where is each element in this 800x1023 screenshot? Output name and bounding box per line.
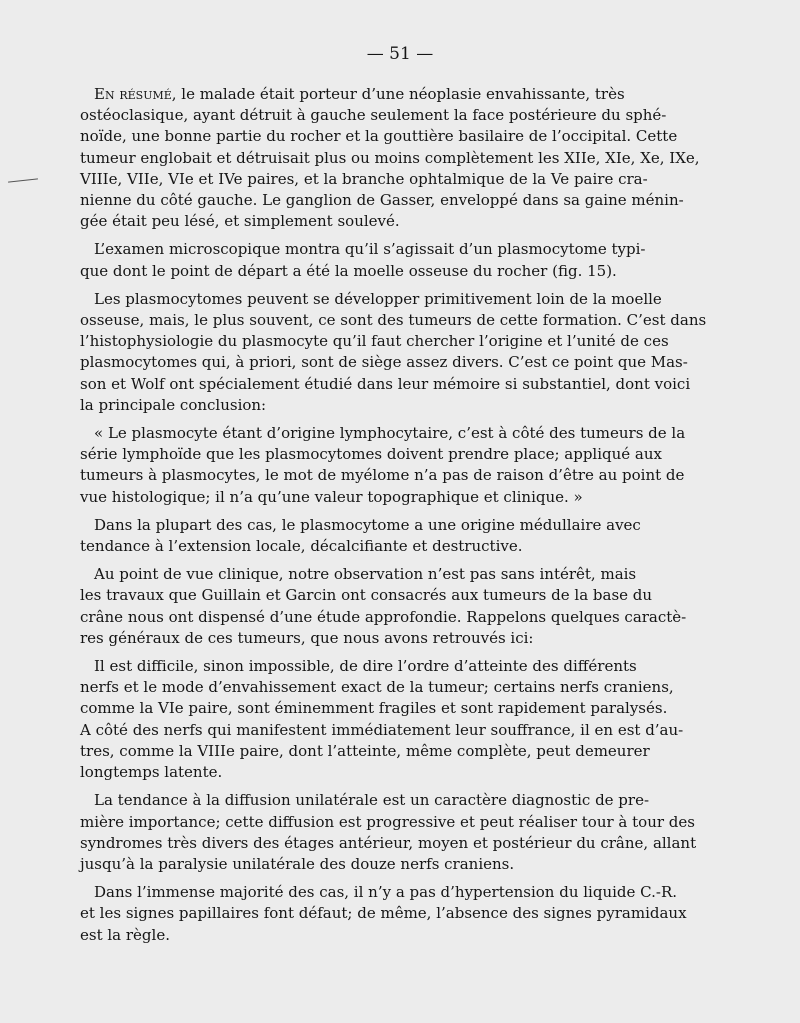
paragraph-origin: Dans la plupart des cas, le plasmocytome a une origine médullaire avec tendance à l’extension locale, décalcifiante et destructive. xyxy=(80,515,641,556)
body-text xyxy=(80,84,725,953)
summary-text: , le malade était porteur d’une néoplasie envahissante, très ostéoclasique, ayant détruit à gauche seulement la face postérieure du sphé- noïde, une bonne partie du rocher et la gouttière basilaire de l’occipital. Cette tumeur englobait et détruisait plus ou moins complètement les XIIe, XIe, Xe, IXe, VIIIe, VIIe, VIe et IVe paires, et la branche ophtalmique de la Ve paire cra- nienne du côté gauche. Le ganglion de Gasser, enveloppé dans sa gaine ménin- gée était peu lésé, et simplement soulevé. xyxy=(80,85,700,231)
paragraph-clinical: Au point de vue clinique, notre observation n’est pas sans intérêt, mais les travaux que Guillain et Garcin ont consacrés aux tumeurs de la base du crâne nous ont dispensé d’une étude approfondie. Rappelons quelques caractè- res généraux de ces tumeurs, que nous avons retrouvés ici: xyxy=(80,565,687,647)
paragraph-nerves: Il est difficile, sinon impossible, de dire l’ordre d’atteinte des différents nerfs et le mode d’envahissement exact de la tumeur; certains nerfs craniens, comme la VIe paire, sont éminemment fragiles et sont rapidement paralysés. A côté des nerfs qui manifestent immédiatement leur souffrance, il en est d’au- tres, comme la VIIIe paire, dont l’atteinte, même complète, peut demeurer longtemps latente. xyxy=(80,657,684,782)
summary-lead: En résumé xyxy=(94,85,172,103)
paragraph-plasmocytomas: Les plasmocytomes peuvent se développer primitivement loin de la moelle osseuse, mais, le plus souvent, ce sont des tumeurs de cette formation. C’est dans l’histophysiologie du plasmocyte qu’il faut chercher l’origine et l’unité de ces plasmocytomes qui, à priori, sont de siège assez divers. C’est ce point que Mas- son et Wolf ont spécialement étudié dans leur mémoire si substantiel, dont voici la principale conclusion: xyxy=(80,289,707,414)
paragraph-summary xyxy=(80,84,725,232)
margin-mark xyxy=(8,178,38,182)
paragraph-signs: Dans l’immense majorité des cas, il n’y a pas d’hypertension du liquide C.-R. et les signes papillaires font défaut; de même, l’absence des signes pyramidaux est la règle. xyxy=(80,883,687,944)
page-number: — 51 — xyxy=(366,44,434,64)
paragraph-microscopy: L’examen microscopique montra qu’il s’agissait d’un plasmocytome typi- que dont le point de départ a été la moelle osseuse du rocher (fig. 15). xyxy=(80,240,646,280)
paragraph-quotation: « Le plasmocyte étant d’origine lymphocytaire, c’est à côté des tumeurs de la série lymphoïde que les plasmocytomes doivent prendre place; appliqué aux tumeurs à plasmocytes, le mot de myélome n’a pas de raison d’être au point de vue histologique; il n’a qu’une valeur topographique et clinique. » xyxy=(80,424,686,506)
paragraph-diffusion: La tendance à la diffusion unilatérale est un caractère diagnostic de pre- mière importance; cette diffusion est progressive et peut réaliser tour à tour des syndromes très divers des étages antérieur, moyen et postérieur du crâne, allant jusqu’à la paralysie unilatérale des douze nerfs craniens. xyxy=(80,791,697,873)
